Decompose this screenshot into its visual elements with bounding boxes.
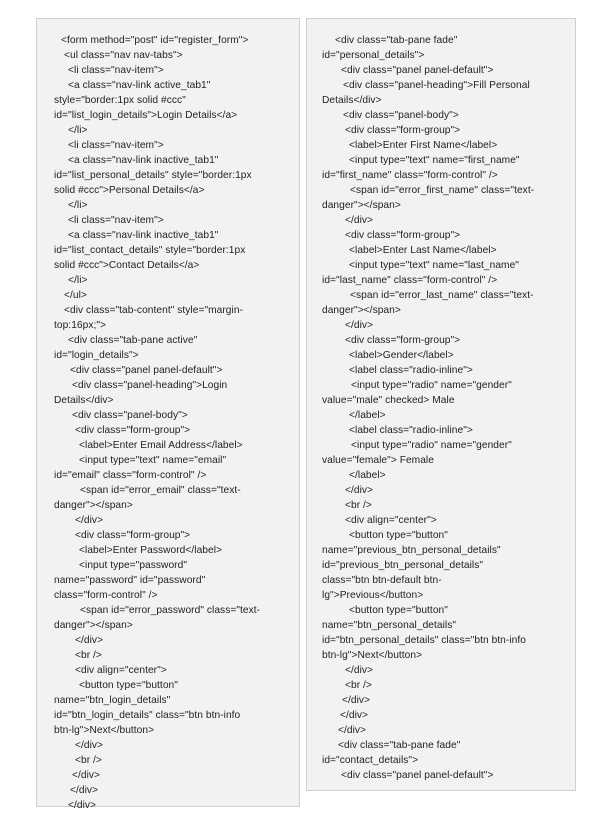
right-line: <br />: [345, 680, 372, 691]
left-line: id="list_personal_details" style="border:1px: [54, 170, 252, 181]
right-line: id="first_name" class="form-control" />: [322, 170, 498, 181]
right-line: <label class="radio-inline">: [349, 365, 473, 376]
left-line: </div>: [75, 635, 104, 646]
left-line: <input type="password": [79, 560, 188, 571]
right-line: <br />: [345, 500, 372, 511]
left-line: <div align="center">: [75, 665, 167, 676]
left-line: id="email" class="form-control" />: [54, 470, 207, 481]
left-line: <div class="panel-body">: [72, 410, 188, 421]
left-line: <div class="form-group">: [75, 530, 191, 541]
right-line: <label class="radio-inline">: [349, 425, 473, 436]
right-line: <button type="button": [349, 530, 448, 541]
left-line: top:16px;">: [54, 320, 107, 331]
right-line: id="btn_personal_details" class="btn btn-info: [322, 635, 526, 646]
left-line: </div>: [68, 800, 97, 811]
left-line: id="list_login_details">Login Details</a>: [54, 110, 238, 121]
right-line: id="contact_details">: [322, 755, 419, 766]
left-line: danger"></span>: [54, 620, 133, 631]
left-line: id="list_contact_details" style="border:1px: [54, 245, 246, 256]
right-line: id="last_name" class="form-control" />: [322, 275, 498, 286]
left-line: </div>: [75, 740, 104, 751]
right-line: danger"></span>: [322, 200, 401, 211]
left-line: solid #ccc">Personal Details</a>: [54, 185, 205, 196]
left-line: danger"></span>: [54, 500, 133, 511]
right-line: </div>: [345, 665, 374, 676]
left-line: <br />: [75, 755, 102, 766]
right-line: <div class="form-group">: [345, 230, 461, 241]
right-line: </div>: [342, 695, 371, 706]
right-line: <div class="panel panel-default">: [341, 770, 494, 781]
left-line: </div>: [72, 770, 101, 781]
right-code-panel: [306, 18, 576, 791]
left-line: <div class="tab-content" style="margin-: [64, 305, 243, 316]
right-line: </label>: [349, 470, 386, 481]
left-line: </ul>: [64, 290, 87, 301]
right-line: value="female"> Female: [322, 455, 434, 466]
right-line: <input type="radio" name="gender": [351, 440, 512, 451]
left-line: id="login_details">: [54, 350, 139, 361]
right-line: <label>Enter First Name</label>: [349, 140, 498, 151]
right-line: <label>Gender</label>: [349, 350, 454, 361]
left-line: <li class="nav-item">: [68, 65, 164, 76]
left-line: btn-lg">Next</button>: [54, 725, 155, 736]
right-line: </div>: [340, 710, 369, 721]
right-line: <input type="radio" name="gender": [351, 380, 512, 391]
left-line: name="password" id="password": [54, 575, 206, 586]
left-line: <a class="nav-link inactive_tab1": [68, 230, 219, 241]
left-line: <div class="tab-pane active": [68, 335, 198, 346]
right-line: </div>: [345, 215, 374, 226]
left-line: <div class="panel-heading">Login: [72, 380, 228, 391]
left-line: </li>: [68, 200, 88, 211]
left-line: <button type="button": [79, 680, 178, 691]
right-line: <div class="form-group">: [345, 125, 461, 136]
right-line: <div class="tab-pane fade": [335, 35, 458, 46]
right-line: <div class="form-group">: [345, 335, 461, 346]
right-line: </div>: [345, 485, 374, 496]
left-line: class="form-control" />: [54, 590, 158, 601]
left-line: </div>: [70, 785, 99, 796]
left-line: </li>: [68, 275, 88, 286]
right-line: <input type="text" name="first_name": [349, 155, 520, 166]
right-line: class="btn btn-default btn-: [322, 575, 442, 586]
right-line: <button type="button": [349, 605, 448, 616]
right-line: <div class="panel-body">: [343, 110, 459, 121]
left-line: solid #ccc">Contact Details</a>: [54, 260, 200, 271]
right-line: name="previous_btn_personal_details": [322, 545, 501, 556]
left-line: <label>Enter Email Address</label>: [79, 440, 243, 451]
right-line: <span id="error_last_name" class="text-: [350, 290, 534, 301]
right-line: lg">Previous</button>: [322, 590, 424, 601]
right-line: </label>: [349, 410, 386, 421]
left-line: <a class="nav-link active_tab1": [68, 80, 211, 91]
right-line: <div class="panel-heading">Fill Personal: [343, 80, 530, 91]
left-line: <li class="nav-item">: [68, 215, 164, 226]
left-line: <li class="nav-item">: [68, 140, 164, 151]
right-line: <div class="panel panel-default">: [341, 65, 494, 76]
left-line: Details</div>: [54, 395, 114, 406]
left-line: style="border:1px solid #ccc": [54, 95, 186, 106]
left-line: <br />: [75, 650, 102, 661]
left-code-panel: [36, 18, 300, 811]
right-line: Details</div>: [322, 95, 382, 106]
left-line: id="btn_login_details" class="btn btn-info: [54, 710, 241, 721]
left-line: <span id="error_email" class="text-: [80, 485, 241, 496]
left-line: <div class="panel panel-default">: [70, 365, 223, 376]
right-line: </div>: [345, 320, 374, 331]
left-line: name="btn_login_details": [54, 695, 171, 706]
right-line: name="btn_personal_details": [322, 620, 457, 631]
left-line: <a class="nav-link inactive_tab1": [68, 155, 219, 166]
right-line: <div class="tab-pane fade": [338, 740, 461, 751]
left-line: <span id="error_password" class="text-: [80, 605, 261, 616]
right-line: btn-lg">Next</button>: [322, 650, 423, 661]
right-line: id="personal_details">: [322, 50, 425, 61]
right-line: </div>: [338, 725, 367, 736]
left-line: <form method="post" id="register_form">: [61, 35, 249, 46]
left-line: <label>Enter Password</label>: [79, 545, 223, 556]
left-line: <ul class="nav nav-tabs">: [64, 50, 183, 61]
right-line: <span id="error_first_name" class="text-: [350, 185, 535, 196]
right-line: danger"></span>: [322, 305, 401, 316]
right-line: <div align="center">: [345, 515, 437, 526]
left-line: </li>: [68, 125, 88, 136]
right-line: <label>Enter Last Name</label>: [349, 245, 497, 256]
left-line: <div class="form-group">: [75, 425, 191, 436]
right-line: <input type="text" name="last_name": [349, 260, 519, 271]
left-line: </div>: [75, 515, 104, 526]
right-line: value="male" checked> Male: [322, 395, 455, 406]
right-line: id="previous_btn_personal_details": [322, 560, 484, 571]
left-line: <input type="text" name="email": [79, 455, 227, 466]
